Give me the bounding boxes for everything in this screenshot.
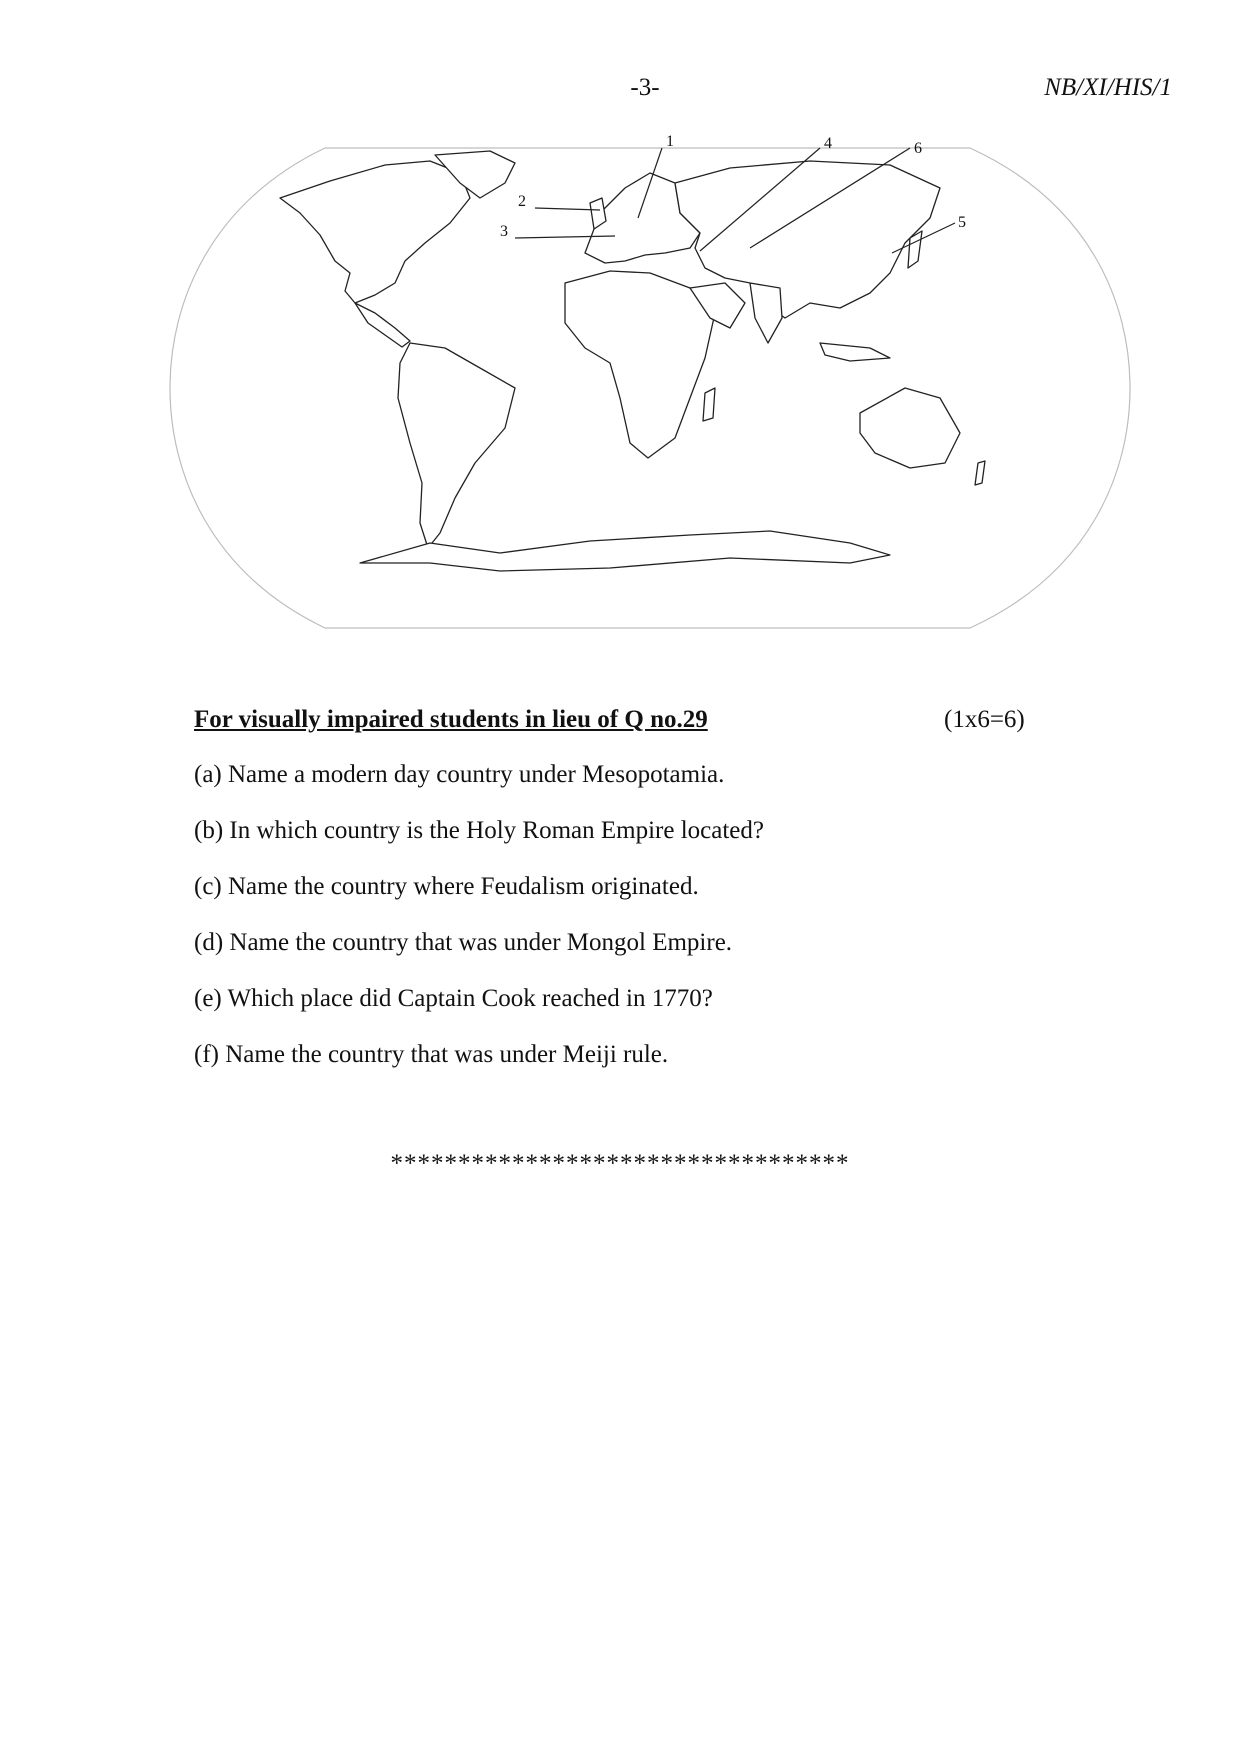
question-c: (c) Name the country where Feudalism originated.	[194, 873, 699, 900]
page-number: -3-	[630, 74, 660, 101]
india	[750, 283, 782, 343]
central-america	[355, 303, 410, 347]
question-f: (f) Name the country that was under Meiji rule.	[194, 1041, 669, 1068]
end-of-paper-stars: **********************************	[390, 1150, 850, 1177]
africa	[565, 271, 715, 458]
map-marker-4: 4	[824, 135, 832, 152]
world-map	[170, 133, 1130, 633]
section-marks: (1x6=6)	[944, 706, 1025, 733]
indonesia	[820, 343, 890, 361]
world-map-outline	[170, 133, 1130, 633]
new-zealand	[975, 461, 985, 485]
question-d: (d) Name the country that was under Mongol Empire.	[194, 929, 733, 956]
section-heading: For visually impaired students in lieu of Q no.29	[194, 706, 708, 733]
question-b: (b) In which country is the Holy Roman Empire located?	[194, 817, 764, 844]
map-marker-6: 6	[914, 140, 922, 157]
south-america	[398, 343, 515, 548]
antarctica	[360, 531, 890, 571]
question-e: (e) Which place did Captain Cook reached in 1770?	[194, 985, 713, 1012]
map-marker-1: 1	[666, 133, 674, 150]
north-america	[280, 161, 470, 303]
map-marker-3: 3	[500, 223, 508, 240]
question-a: (a) Name a modern day country under Mesopotamia.	[194, 761, 725, 788]
question-list	[194, 760, 764, 1096]
madagascar	[703, 388, 715, 421]
map-marker-2: 2	[518, 193, 526, 210]
australia	[860, 388, 960, 468]
paper-code: NB/XI/HIS/1	[1044, 74, 1172, 101]
map-marker-5: 5	[958, 214, 966, 231]
